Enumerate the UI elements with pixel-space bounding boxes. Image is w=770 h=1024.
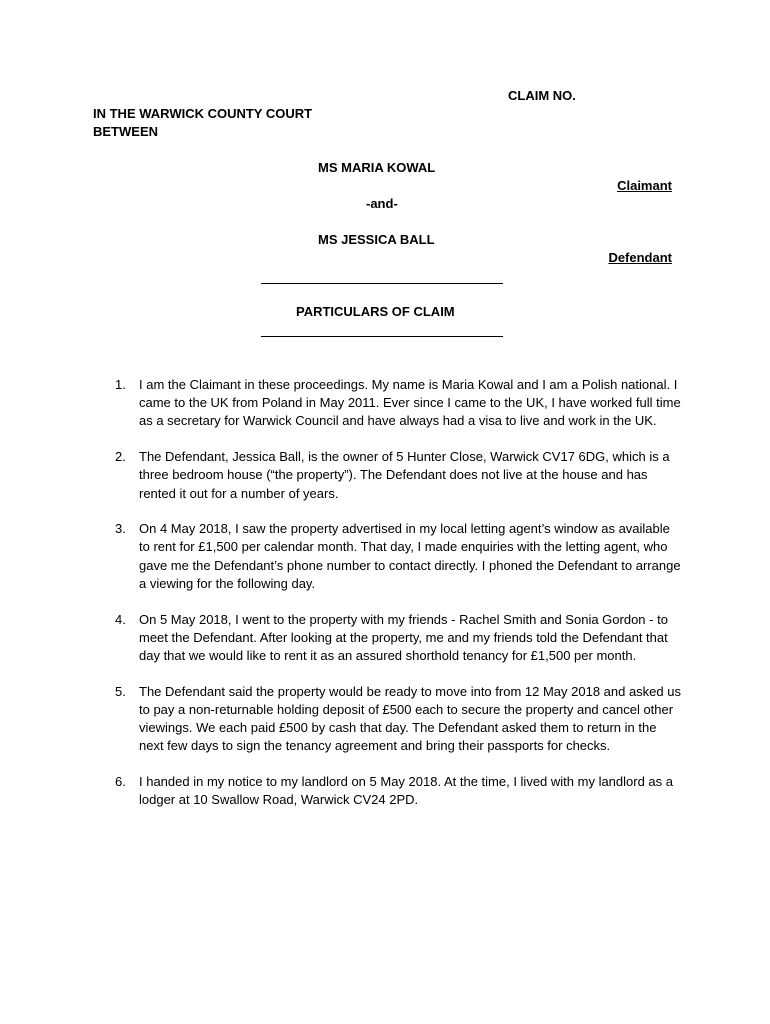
claim-paragraph [112, 448, 682, 503]
claim-paragraph [112, 376, 682, 431]
paragraph-number: 5. [115, 683, 126, 699]
defendant-name: MS JESSICA BALL [318, 232, 435, 247]
claim-number-label: CLAIM NO. [508, 88, 576, 103]
paragraph-number: 1. [115, 377, 126, 392]
title-rule-bottom [261, 336, 503, 337]
paragraph-text: The Defendant, Jessica Ball, is the owner of 5 Hunter Close, Warwick CV17 6DG, which is a three bedroom house (“the property”). The Defendant does not live at the house and has rented it out for a number of years. [139, 449, 670, 501]
document-title: PARTICULARS OF CLAIM [296, 304, 455, 319]
title-rule-top [261, 283, 503, 284]
and-separator: -and- [366, 196, 398, 211]
between-label: BETWEEN [93, 124, 158, 139]
paragraph-number: 3. [115, 521, 126, 537]
paragraph-text: I am the Claimant in these proceedings. My name is Maria Kowal and I am a Polish national. I came to the UK from Poland in May 2011. Ever since I came to the UK, I have worked full time as a secretary for Warwick Council and have always had a visa to live and work in the UK. [139, 377, 681, 429]
claim-paragraph [112, 611, 682, 666]
claim-paragraph [112, 773, 682, 809]
claim-paragraph [112, 520, 682, 593]
paragraph-number: 6. [115, 773, 126, 789]
paragraph-text: On 4 May 2018, I saw the property advertised in my local letting agent’s window as available to rent for £1,500 per calendar month. That day, I made enquiries with the letting agent, who gave me the Defendant’s phone number to contact directly. I phoned the Defendant to arrange a viewing for the following day. [139, 521, 681, 591]
claimant-name: MS MARIA KOWAL [318, 160, 436, 175]
claim-paragraph [112, 683, 682, 756]
court-name: IN THE WARWICK COUNTY COURT [93, 106, 313, 121]
paragraph-text: On 5 May 2018, I went to the property with my friends - Rachel Smith and Sonia Gordon - to meet the Defendant. After looking at the property, me and my friends told the Defendant that day that we would like to rent it as an assured shorthold tenancy for £1,500 per month. [139, 611, 668, 663]
claim-paragraphs [112, 376, 682, 827]
defendant-role: Defendant [608, 250, 672, 265]
paragraph-number: 4. [115, 611, 126, 627]
paragraph-text: The Defendant said the property would be ready to move into from 12 May 2018 and asked us to pay a non-returnable holding deposit of £500 each to secure the property and cancel other viewings. We each paid £500 by cash that day. The Defendant asked them to return in the next few days to sign the tenancy agreement and bring their passports for checks. [139, 683, 681, 754]
paragraph-text: I handed in my notice to my landlord on 5 May 2018. At the time, I lived with my landlord as a lodger at 10 Swallow Road, Warwick CV24 2PD. [139, 773, 674, 808]
paragraph-number: 2. [115, 449, 126, 465]
claimant-role: Claimant [617, 178, 672, 193]
